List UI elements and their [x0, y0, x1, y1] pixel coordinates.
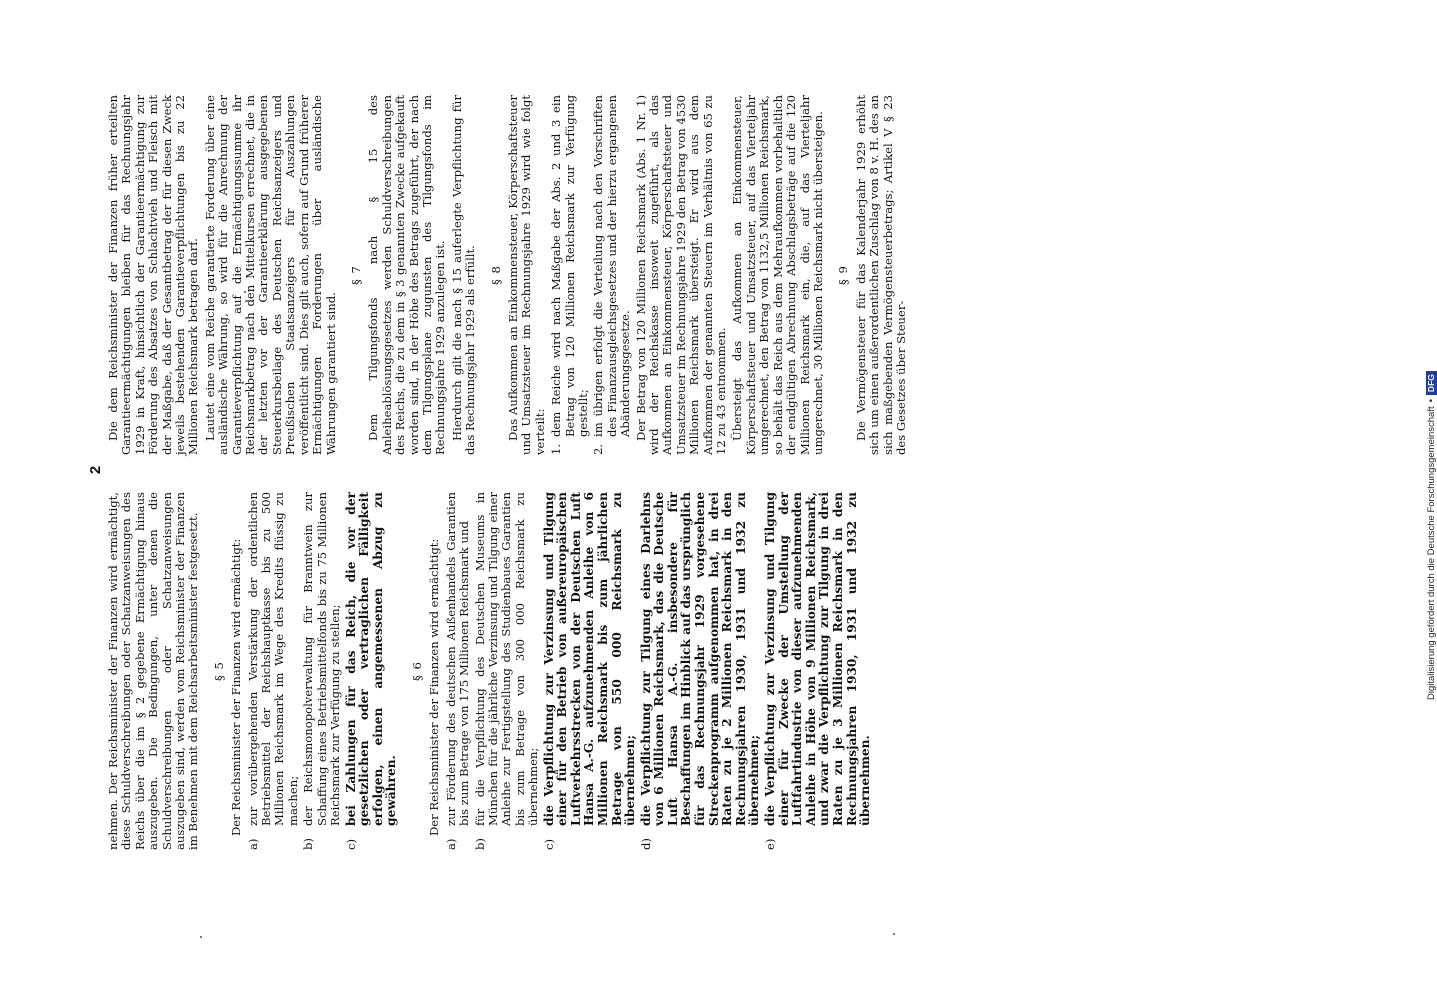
item-text: der Reichsmonopolverwaltung für Branntwein zur Schaffung eines Betriebsmittelfonds bis zu 75 Millionen Reichsmark zur Verfügung zu stellen;	[301, 492, 343, 826]
paragraph: Die Vermögensteuer für das Kalenderjahr 1929 erhöht sich um einen außerordentlichen Zuschlag von 8 v. H. des an sich maßgebenden Vermögensteuerbetrags; Artikel V § 23 des Gesetzes über Steuer-	[853, 95, 908, 455]
item-text: im übrigen erfolgt die Verteilung nach den Vorschriften des Finanzausgleichsgesetzes und der hierzu ergangenen Abänderungsgesetze.	[591, 95, 633, 437]
paragraph: Dem Tilgungsfonds nach § 15 des Anleiheablösungsgesetzes werden Schuldverschreibungen des Reichs, die zu dem in § 3 genannten Zwecke aufgekauft worden sind, in der Höhe des Betrags zugeführt, der nach dem Tilgungsplane zugunsten des Tilgungsfonds im Rechnungsjahre 1929 anzulegen ist.	[366, 95, 448, 455]
scan-speck	[893, 933, 895, 935]
item-marker: e)	[763, 838, 778, 850]
item-marker: a)	[245, 838, 260, 850]
item-text: die Verpflichtung zur Verzinsung und Tilgung einer für Zwecke der Umstellung der Luftfahrtindustrie von dieser aufzunehmenden Anleihe in Höhe von 9 Millionen Reichsmark, und zwar die Verpflichtung zur Tilgung in drei Raten zu je 3 Millionen Reichsmark in den Rechnungsjahren 1930, 1931 und 1932 zu übernehmen.	[763, 492, 873, 826]
list-item	[302, 492, 342, 850]
item-text: bei Zahlungen für das Reich, die vor der gesetzlichen oder vertraglichen Fälligkeit erfolgen, einen angemessenen Abzug zu gewähren.	[343, 492, 399, 826]
item-marker: d)	[638, 838, 653, 850]
section-heading-5: § 5	[211, 661, 226, 681]
item-marker: b)	[472, 838, 487, 850]
section-heading-9: § 9	[836, 265, 851, 285]
list-item	[247, 492, 301, 850]
section-6-lead: Der Reichsminister der Finanzen wird ermächtigt:	[427, 538, 442, 836]
paragraph: Lautet eine vom Reiche garantierte Forderung über eine ausländische Währung, so wird für die Anrechnung der Garantieverpflichtung auf die Ermächtigungssumme ihr Reichsmarkbetrag nach den Mittelkursen errechnet, die in der letzten vor der Garantieerklärung ausgegebenen Steuerkursbeilage des Deutschen Reichsanzeigers und Preußischen Staatsanzeigers für Auszahlungen veröffentlicht sind. Dies gilt auch, sofern auf Grund früherer Ermächtigungen Forderungen über ausländische Währungen garantiert sind.	[202, 95, 338, 455]
list-item	[345, 492, 399, 850]
right-column	[107, 95, 911, 455]
item-marker: 2.	[591, 443, 606, 455]
section-8-lead: Das Aufkommen an Einkommensteuer, Körperschaftsteuer und Umsatzsteuer im Rechnungsjahre 1929 wird wie folgt verteilt:	[505, 95, 547, 455]
paragraph: Die dem Reichsminister der Finanzen früher erteilten Garantieermächtigungen bleiben für das Rechnungsjahr 1929 in Kraft, hinsichtlich der Garantieermächtigung zur Förderung des Absatzes von Schlachtvieh und Fleisch mit der Maßgabe, daß der Gesamtbetrag der für diesen Zweck jeweils bestehenden Garantieverpflichtungen bis zu 22 Millionen Reichsmark betragen darf.	[106, 95, 201, 455]
credit-text: Digitalisierung gefördert durch die Deutsche Forschungsgemeinschaft	[1426, 406, 1437, 700]
section-heading-7: § 7	[348, 265, 363, 285]
item-marker: a)	[443, 838, 458, 850]
scan-speck	[200, 936, 202, 938]
list-item	[445, 492, 472, 850]
item-marker: c)	[541, 838, 556, 850]
section-heading-6: § 6	[409, 661, 424, 681]
item-text: für die Verpflichtung des Deutschen Museums in München für die jährliche Verzinsung und Tilgung einer Anleihe zur Fertigstellung des Studienbaues Garantien bis zum Betrage von 300 000 Reichsmark zu übernehmen;	[472, 492, 541, 826]
list-item	[592, 95, 632, 455]
list-item	[640, 492, 762, 850]
section-heading-8: § 8	[488, 265, 503, 285]
paragraph: Der Betrag von 120 Millionen Reichsmark (Abs. 1 Nr. 1) wird der Reichskasse insoweit zugeführt, als das Aufkommen an Einkommensteuer, Körperschaftsteuer und Umsatzsteuer im Rechnungsjahre 1929 den Betrag von 4530 Millionen Reichsmark übersteigt. Er wird aus dem Aufkommen der genannten Steuern im Verhältnis von 65 zu 12 zu 43 entnommen.	[633, 95, 729, 455]
left-column	[107, 492, 875, 850]
page-number: 2	[87, 465, 104, 475]
item-marker: c)	[343, 838, 358, 850]
list-item	[764, 492, 873, 850]
intro-paragraph: nehmen. Der Reichsminister der Finanzen wird ermächtigt, diese Schuldverschreibungen oder Schatzanweisungen des Reichs über die im § 2 gegebene Ermächtigung hinaus auszugeben. Die Bedingungen, unter denen die Schuldverschreibungen oder Schatzanweisungen auszugeben sind, werden vom Reichsminister der Finanzen im Benehmen mit dem Reichsarbeitsminister festgesetzt.	[106, 492, 201, 850]
dfg-logo: DFG	[1426, 371, 1437, 395]
paragraph: Hierdurch gilt die nach § 15 auferlegte Verpflichtung für das Rechnungsjahr 1929 als erfüllt.	[449, 95, 478, 455]
digitization-credit: Digitalisierung gefördert durch die Deutsche Forschungsgemeinschaft • DFG	[1426, 371, 1437, 700]
item-marker: b)	[301, 838, 316, 850]
list-item	[474, 492, 541, 850]
paragraph: Übersteigt das Aufkommen an Einkommensteuer, Körperschaftsteuer und Umsatzsteuer, auf das Vierteljahr umgerechnet, den Betrag von 1132,5 Millionen Reichsmark, so behält das Reich aus dem Mehraufkommen vorbehaltlich der endgültigen Abrechnung Abschlagsbeträge auf die 120 Millionen Reichsmark ein, die, auf das Vierteljahr umgerechnet, 30 Millionen Reichsmark nicht übersteigen.	[730, 95, 825, 455]
item-text: zur Förderung des deutschen Außenhandels Garantien bis zum Betrage von 175 Millionen Reichsmark und	[443, 492, 472, 826]
item-text: die Verpflichtung zur Verzinsung und Tilgung einer für den Betrieb von außereuropäischen Luftverkehrsstrecken von der Deutschen Luft Hansa A.-G. aufzunehmenden Anleihe von 6 Millionen Reichsmark bis zum jährlichen Betrage von 550 000 Reichsmark zu übernehmen;	[541, 492, 638, 826]
item-text: zur vorübergehenden Verstärkung der ordentlichen Betriebsmittel der Reichshauptkasse bis zu 500 Millionen Reichsmark im Wege des Kredits flüssig zu machen;	[245, 492, 300, 826]
item-text: die Verpflichtung zur Tilgung eines Darlehns von 6 Millionen Reichsmark, das die Deutsche Luft Hansa A.-G. insbesondere für Beschaffungen im Hinblick auf das ursprünglich für das Rechnungsjahr 1929 vorgesehene Streckenprogramm aufgenommen hat, in drei Raten zu je 2 Millionen Reichsmark in den Rechnungsjahren 1930, 1931 und 1932 zu übernehmen;	[638, 492, 762, 826]
list-item	[550, 95, 590, 455]
document-page	[87, 90, 908, 850]
item-marker: 1.	[549, 443, 564, 455]
list-item	[543, 492, 638, 850]
item-text: dem Reiche wird nach Maßgabe der Abs. 2 und 3 ein Betrag von 120 Millionen Reichsmark zur Verfügung gestellt;	[549, 95, 590, 437]
section-5-lead: Der Reichsminister der Finanzen wird ermächtigt:	[229, 538, 244, 836]
